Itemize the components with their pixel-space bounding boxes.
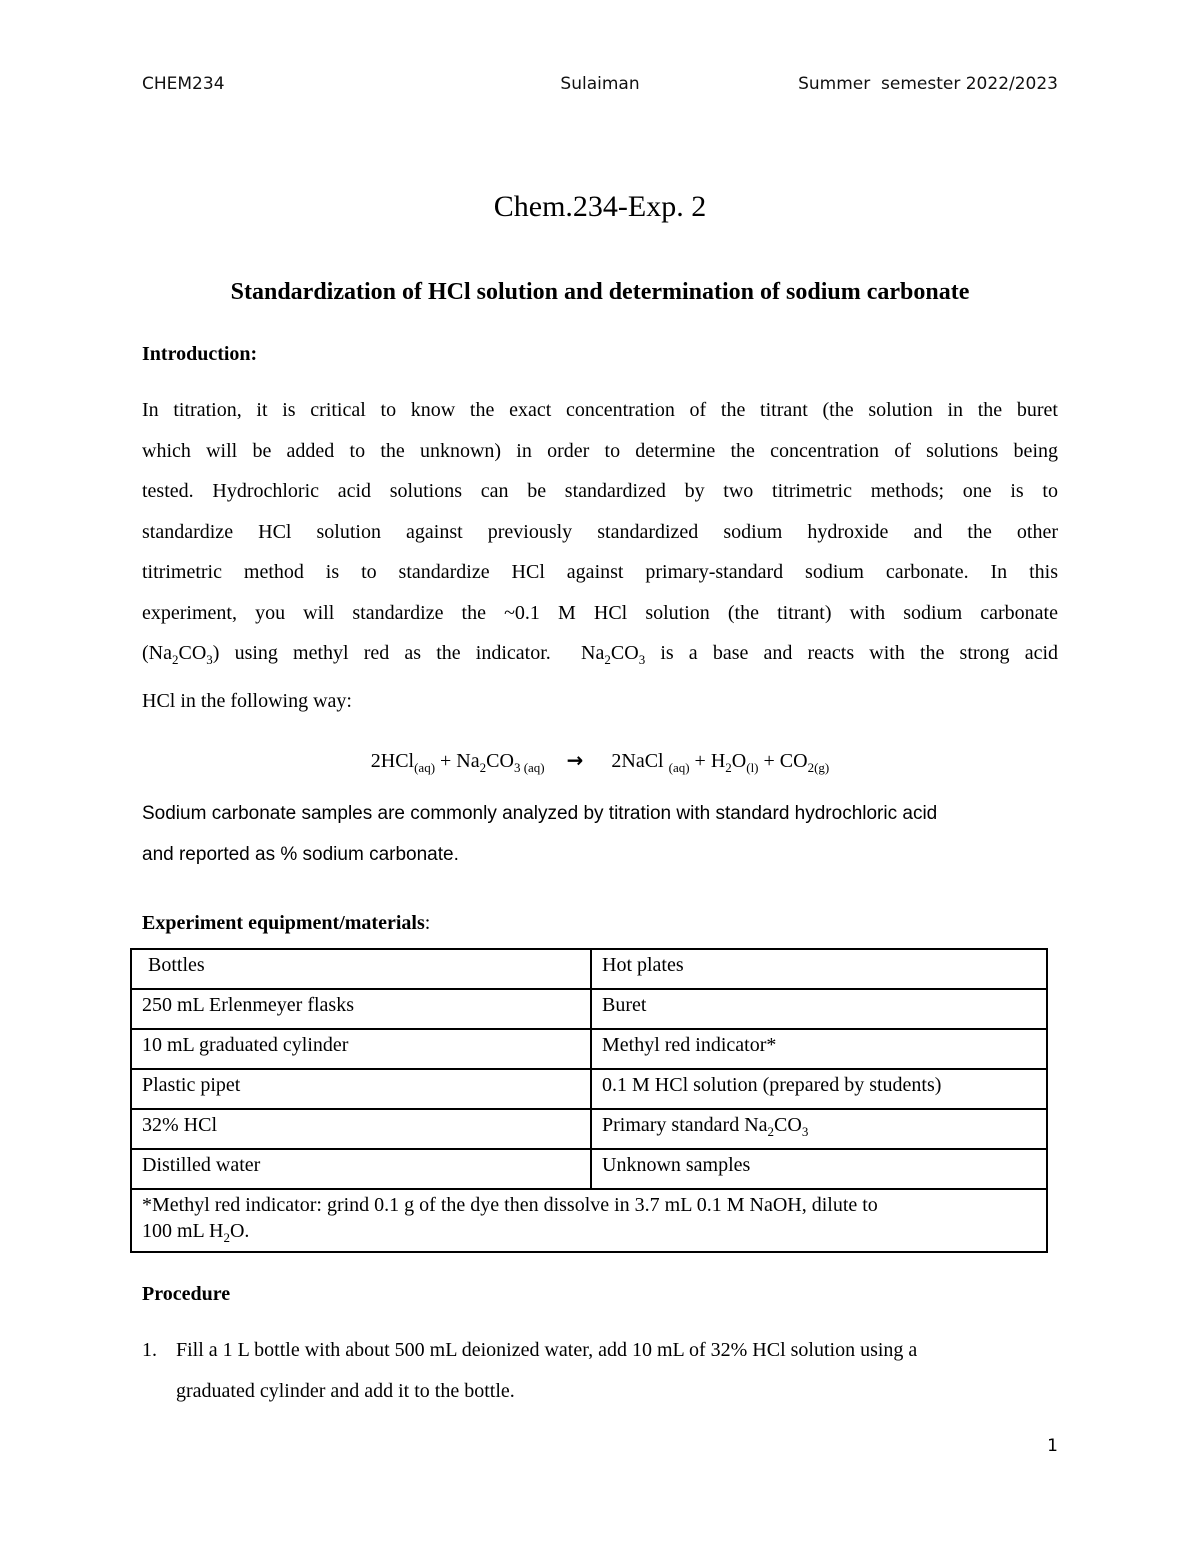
step-line: Fill a 1 L bottle with about 500 mL deionized water, add 10 mL of 32% HCl solution using a: [176, 1339, 918, 1361]
intro-line: standardize HCl solution against previously standardized sodium hydroxide and the other: [142, 520, 1058, 543]
intro-line: experiment, you will standardize the ~0.1 M HCl solution (the titrant) with sodium carbonate: [142, 601, 1058, 624]
eq-term: + Na: [435, 750, 480, 772]
table-row: [131, 1189, 1047, 1252]
table-cell: 250 mL Erlenmeyer flasks: [131, 989, 591, 1029]
text-run: ) using methyl red as the indicator. Na: [212, 642, 605, 664]
materials-heading-colon: :: [424, 912, 431, 934]
analysis-line: and reported as % sodium carbonate.: [142, 843, 459, 865]
table-cell: Buret: [591, 989, 1047, 1029]
page-title: Chem.234-Exp. 2: [493, 190, 707, 223]
subscript: 3: [206, 652, 213, 667]
note-text: O.: [229, 1220, 250, 1242]
subscript: 2: [223, 1230, 230, 1245]
materials-heading-text: Experiment equipment/materials: [142, 912, 425, 934]
table-cell: 0.1 M HCl solution (prepared by students): [591, 1069, 1047, 1109]
page-number: 1: [1047, 1436, 1058, 1456]
intro-line: titrimetric method is to standardize HCl against primary-standard sodium carbonate. In this: [142, 561, 1058, 583]
text-run: (Na: [142, 642, 172, 664]
arrow-icon: →: [566, 748, 584, 772]
intro-line: which will be added to the unknown) in order to determine the concentration of solutions being: [142, 439, 1058, 462]
cell-text: Primary standard Na: [602, 1114, 768, 1136]
eq-term: CO: [486, 750, 514, 772]
header-semester: Summer semester 2022/2023: [798, 74, 1058, 94]
reaction-equation: [0, 748, 1200, 776]
subscript: 2: [604, 652, 611, 667]
table-row: [131, 949, 1047, 989]
note-line: *Methyl red indicator: grind 0.1 g of the dye then dissolve in 3.7 mL 0.1 M NaOH, dilute to: [142, 1194, 878, 1216]
note-line: [142, 1218, 1036, 1251]
table-cell: Plastic pipet: [131, 1069, 591, 1109]
eq-subscript: 2: [725, 760, 732, 775]
procedure-heading: Procedure: [142, 1283, 231, 1305]
text-run: is a base and reacts with the strong acid: [645, 642, 1059, 664]
header-course: CHEM234: [142, 74, 225, 94]
cell-text: CO: [774, 1114, 802, 1136]
procedure-step: [142, 1330, 1058, 1411]
table-note-cell: [131, 1189, 1047, 1252]
intro-line: In titration, it is critical to know the exact concentration of the titrant (the solution in the buret: [142, 399, 1058, 421]
eq-term: 2NaCl: [611, 750, 669, 772]
eq-state: (aq): [668, 760, 690, 775]
table-row: [131, 1029, 1047, 1069]
table-row: [131, 1149, 1047, 1189]
subscript: 2: [767, 1124, 775, 1139]
text-run: CO: [610, 642, 639, 664]
table-row: [131, 989, 1047, 1029]
intro-line: HCl in the following way:: [142, 689, 352, 712]
subscript: 2: [171, 652, 179, 667]
table-cell: [591, 1109, 1047, 1149]
analysis-paragraph: [142, 794, 1058, 875]
eq-state: 3 (aq): [513, 760, 545, 775]
table-cell: Unknown samples: [591, 1149, 1047, 1189]
eq-state: (aq): [414, 760, 436, 775]
table-cell: 10 mL graduated cylinder: [131, 1029, 591, 1069]
eq-subscript: 2: [479, 760, 487, 775]
page-subtitle: Standardization of HCl solution and determination of sodium carbonate: [230, 279, 970, 305]
subscript: 3: [638, 652, 646, 667]
eq-state: (l): [746, 760, 759, 775]
eq-term: + CO: [758, 750, 808, 772]
eq-term: + H: [689, 750, 726, 772]
header-author: Sulaiman: [560, 74, 640, 94]
eq-state: 2(g): [807, 760, 830, 775]
materials-table: [130, 948, 1048, 1253]
materials-heading: [142, 912, 430, 935]
table-row: [131, 1109, 1047, 1149]
table-row: [131, 1069, 1047, 1109]
subscript: 3: [801, 1124, 809, 1139]
step-number: 1.: [142, 1339, 157, 1361]
intro-line: tested. Hydrochloric acid solutions can be standardized by two titrimetric methods; one is to: [142, 480, 1058, 502]
note-text: 100 mL H: [142, 1220, 224, 1242]
introduction-paragraph: [142, 390, 1058, 721]
text-run: CO: [178, 642, 207, 664]
table-cell: Bottles: [131, 949, 591, 989]
step-line: graduated cylinder and add it to the bottle.: [176, 1379, 515, 1402]
table-cell: Hot plates: [591, 949, 1047, 989]
table-cell: Distilled water: [131, 1149, 591, 1189]
eq-term: 2HCl: [370, 750, 415, 772]
eq-term: O: [731, 750, 747, 772]
table-cell: Methyl red indicator*: [591, 1029, 1047, 1069]
intro-line-formula: [142, 633, 1058, 681]
introduction-heading: Introduction:: [142, 343, 258, 365]
table-cell: 32% HCl: [131, 1109, 591, 1149]
analysis-line: Sodium carbonate samples are commonly analyzed by titration with standard hydrochloric acid: [142, 803, 938, 824]
step-text: [176, 1330, 1058, 1411]
